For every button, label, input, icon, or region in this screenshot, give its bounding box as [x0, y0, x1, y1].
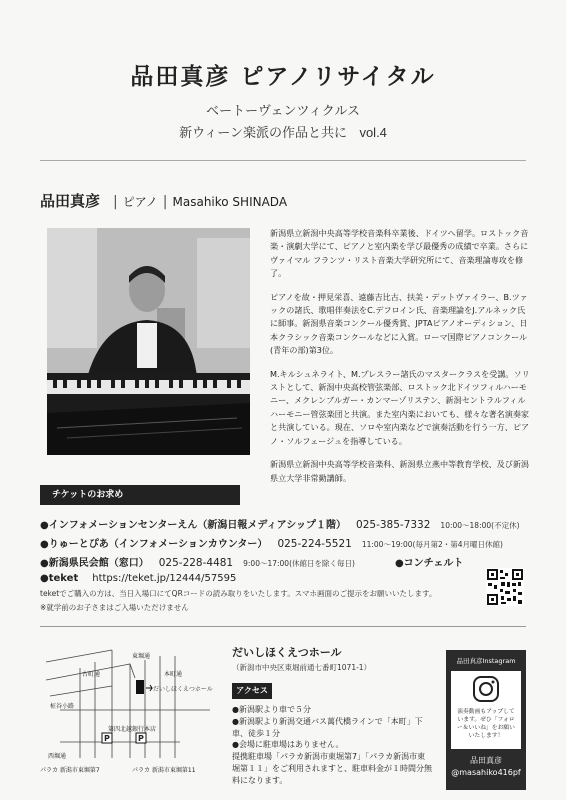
- teket-label: ●teket: [40, 573, 79, 584]
- street-label: 本町通: [164, 671, 183, 678]
- teket-url[interactable]: https://teket.jp/12444/57595: [92, 573, 237, 584]
- divider: [40, 626, 526, 627]
- street-label: 西堀通: [48, 753, 67, 760]
- outlet-name: ●インフォメーションセンターえん（新潟日報メディアシップ１階）: [40, 520, 347, 531]
- access-line-1: ●新潟駅より車で５分: [232, 705, 311, 714]
- subtitle: ベートーヴェンツィクルス: [206, 104, 360, 119]
- instagram-heading: 品田真彦Instagram: [456, 657, 516, 665]
- qr-code[interactable]: [486, 568, 524, 606]
- access-info: [232, 704, 432, 787]
- instagram-panel[interactable]: [446, 650, 526, 790]
- parking-icon: P: [104, 734, 110, 743]
- separator: |: [162, 194, 168, 210]
- instagram-card-text: 演奏動画もアップしています。ぜひ「フォロー＆いいね」をお願いいたします！: [457, 709, 515, 739]
- instagram-icon: [472, 675, 500, 703]
- ticket-outlet-1: [40, 516, 520, 531]
- access-line-2: ●新潟駅より新潟交通バス萬代橋ラインで「本町」下車、徒歩１分: [232, 716, 423, 738]
- volume-label: vol.4: [359, 125, 387, 140]
- ticket-teket: [40, 573, 236, 584]
- separator: |: [113, 194, 118, 210]
- map-graphic: [40, 648, 220, 776]
- hall-marker: [136, 680, 144, 694]
- access-line-4: 提携駐車場「パラカ新潟市東堀第7」「パラカ新潟市東堀第１１」をご利用されますと、駐車料金が１時間分無料になります。: [232, 752, 432, 785]
- parking-label-1: パラカ 新潟市東堀第7: [40, 767, 100, 774]
- instagram-name: 品田真彦: [470, 756, 502, 765]
- qr-code-graphic: [486, 568, 524, 606]
- outlet-hours: 9:00～17:00(休館日を除く毎日): [243, 559, 355, 568]
- access-line-3: ●会場に駐車場はありません。: [232, 740, 344, 750]
- tickets-heading: チケットのお求め: [40, 485, 240, 505]
- instagram-handle[interactable]: @masahiko416pf: [451, 768, 521, 777]
- artist-name-en: Masahiko SHINADA: [172, 195, 288, 209]
- instagram-card: [451, 671, 521, 749]
- ticket-outlet-2: [40, 535, 503, 550]
- map-bank-label: 第四北越銀行本店: [108, 726, 157, 733]
- venue-address: （新潟市中央区東堀前通七番町1071-1）: [232, 663, 372, 672]
- parking-label-2: パラカ 新潟市東堀第11: [132, 767, 196, 774]
- bio-paragraph-2: ピアノを故・押見栄喜、遠藤吉比古、扶美・デットヴァイラー、B.ツァックの諸氏、歌唱伴奏法をC.デフロイン氏、音楽理論をJ.アルネック氏に師事。新潟県音楽コンクール優秀賞、JPTAピアノオーディション、日本クラシック音楽コンクールなどに入賞。ローマ国際ピアノコンクール(青年の部)第3位。: [270, 291, 528, 356]
- outlet-name: ●りゅーとぴあ（インフォメーションカウンター）: [40, 539, 268, 550]
- subtitle-2-text: 新ウィーン楽派の作品と共に: [179, 126, 348, 141]
- outlet-name: ●コンチェルト: [394, 558, 464, 569]
- street-label: 東堀通: [132, 653, 151, 660]
- outlet-phone: 025-228-4481: [158, 557, 234, 569]
- artist-role: ピアノ: [122, 195, 158, 209]
- outlet-name: ●新潟県民会館（窓口）: [40, 558, 149, 569]
- pianist-illustration: [47, 228, 250, 455]
- artist-photo: [47, 228, 250, 455]
- outlet-hours: 11:00～19:00(毎月第2・第4月曜日休館): [361, 540, 503, 549]
- artist-line: [40, 190, 287, 211]
- venue-name: だいしほくえつホール: [232, 646, 342, 659]
- child-note: ※就学前のお子さまはご入場いただけません: [40, 603, 189, 612]
- street-label: 古町通: [82, 671, 101, 678]
- artist-name: 品田真彦: [40, 192, 101, 210]
- page-title: 品田真彦 ピアノリサイタル: [130, 64, 436, 90]
- bio-paragraph-1: 新潟県立新潟中央高等学校音楽科卒業後、ドイツへ留学。ロストック音楽・演劇大学にて、ピアノと室内楽を学び最優秀の成績で卒業。さらにヴァイマル フランツ・リスト音楽大学研究所にて、音楽理論専攻を修了。: [270, 228, 529, 279]
- bio-paragraph-4: 新潟県立新潟中央高等学校音楽科、新潟県立燕中等教育学校、及び新潟県立大学非常勤講師。: [270, 459, 530, 483]
- access-label: アクセス: [232, 683, 272, 699]
- subtitle-2: [0, 122, 566, 141]
- venue-map: [40, 648, 220, 776]
- outlet-phone: 025-385-7332: [356, 519, 431, 531]
- biography: [270, 227, 530, 485]
- outlet-phone: 025-224-5521: [277, 538, 352, 550]
- street-label: 柾谷小路: [50, 703, 75, 710]
- teket-note: teketでご購入の方は、当日入場口にてQRコードの読み取りをいたします。スマホ画面のご提示をお願いいたします。: [40, 589, 437, 598]
- ticket-outlet-3: [40, 554, 463, 569]
- parking-icon: P: [138, 734, 144, 743]
- outlet-hours: 10:00～18:00(不定休): [440, 521, 520, 530]
- map-hall-label: だいしほくえつホール: [153, 686, 213, 693]
- bio-paragraph-3: M.キルシュネライト、M.プレスラー諸氏のマスタークラスを受講。ソリストとして、新潟中央高校管弦楽部、ロストック北ドイツフィルハーモニー、メクレンブルガー・カンマーゾリステン、新潟セントラルフィルハーモニー管弦楽団と共演。また室内楽においても、様々な著名演奏家と共演している。現在、ソロや室内楽などで演奏活動を行う一方、ピアノ・ソルフェージュを指導している。: [270, 368, 530, 446]
- divider: [40, 160, 526, 161]
